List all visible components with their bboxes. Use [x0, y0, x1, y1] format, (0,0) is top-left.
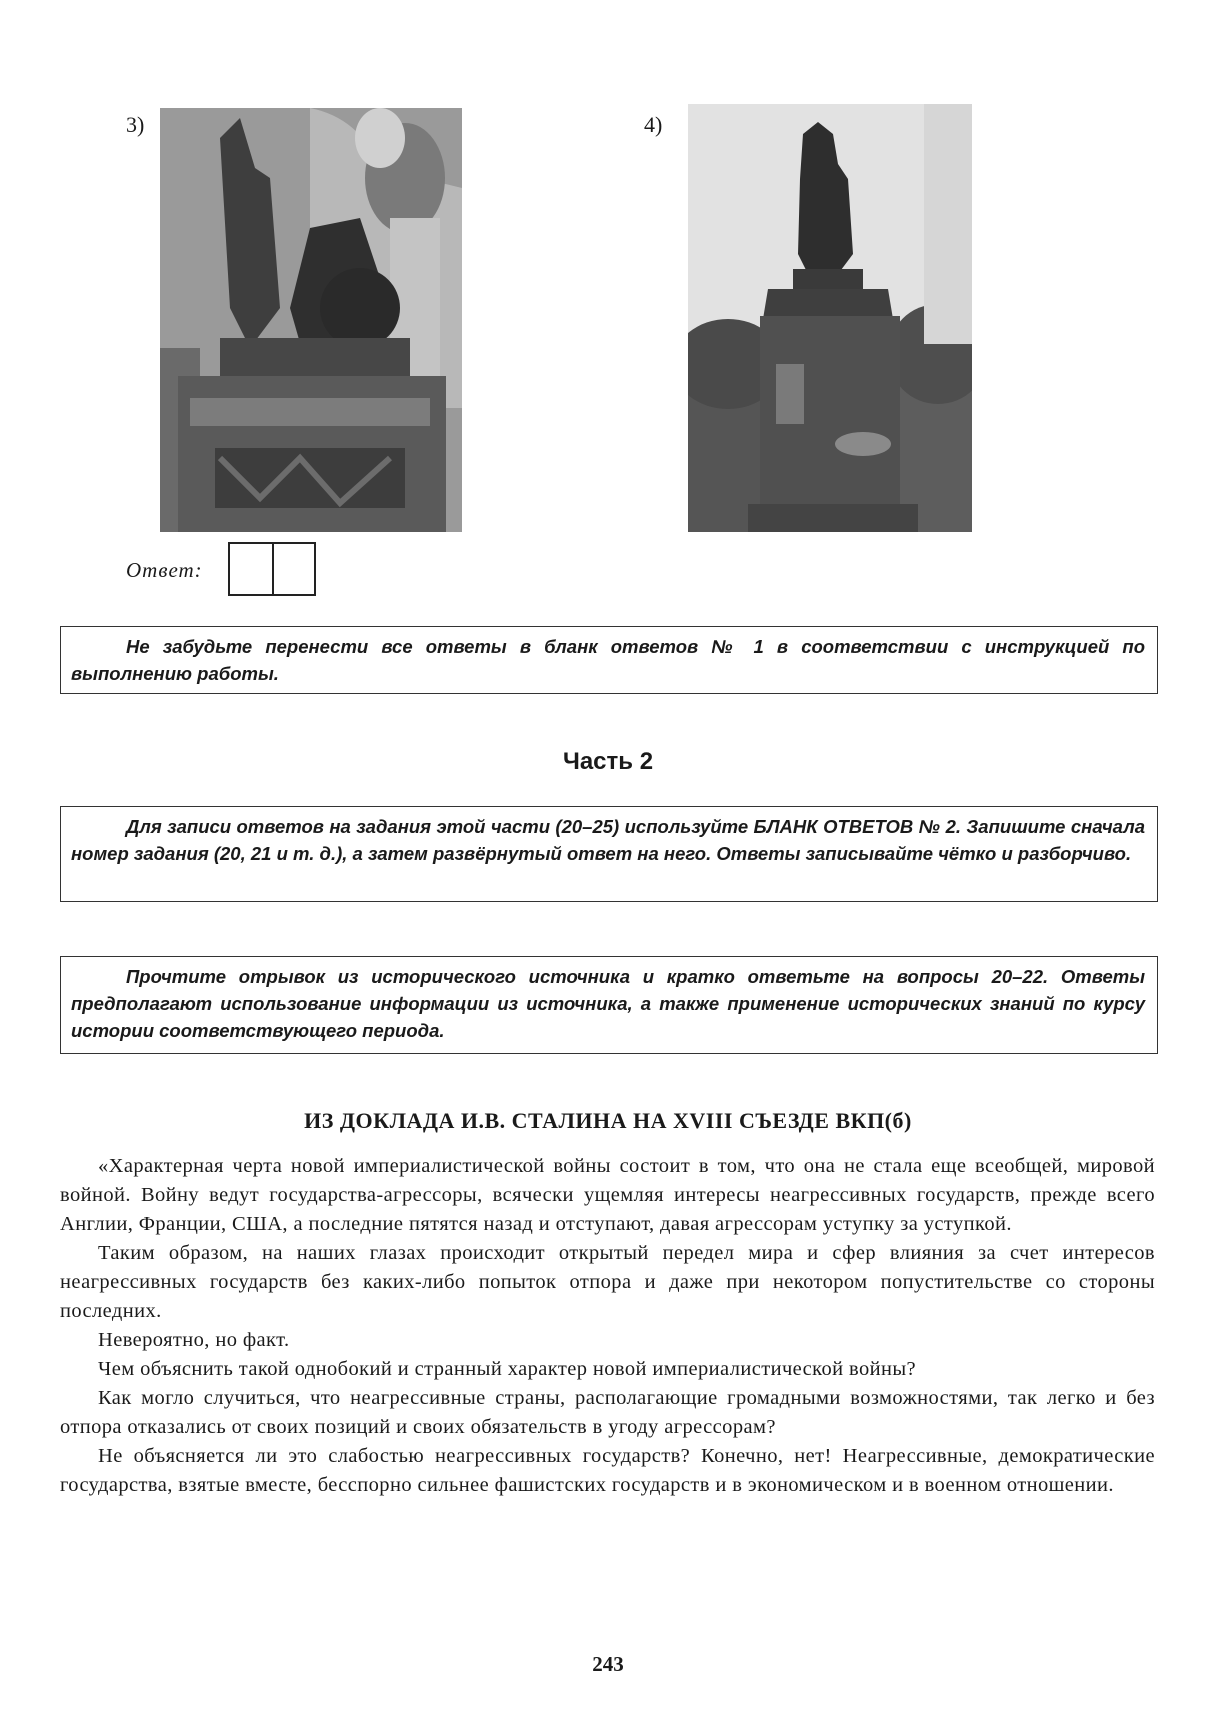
notice-part2-instructions — [60, 806, 1158, 902]
answer-label: Ответ: — [126, 558, 203, 582]
part-title: Часть 2 — [562, 748, 654, 775]
notice-source-text: Прочтите отрывок из исторического источника и кратко ответьте на вопросы 20–22. Ответы предполагают использование информации из источника, а также применение исторических знаний по курсу истории соответствующего периода. — [71, 966, 1145, 1041]
answer-cell-1[interactable] — [230, 544, 272, 594]
answer-cell-2[interactable] — [272, 544, 314, 594]
image-4-label: 4) — [644, 112, 663, 137]
document-paragraph-2: Таким образом, на наших глазах происходит открытый передел мира и сфер влияния за счет интересов неагрессивных государств без каких-либо попыток отпора и даже при некотором попустительстве со стороны последних. — [60, 1242, 1155, 1322]
document-paragraph-1: «Характерная черта новой империалистической войны состоит в том, что она не стала еще всеобщей, мировой войной. Войну ведут государства-агрессоры, всячески ущемляя интересы неагрессивных государств, прежде всего Англии, Франции, США, а последние пятятся назад и отступают, давая агрессорам уступку за уступкой. — [60, 1155, 1155, 1235]
monument-minin-pozharsky-image — [160, 108, 462, 532]
notice-read-source — [60, 956, 1158, 1054]
notice-transfer-text: Не забудьте перенести все ответы в бланк ответов № 1 в соответствии с инструкцией по выполнению работы. — [71, 636, 1145, 684]
document-body — [60, 1152, 1155, 1500]
answer-cells[interactable] — [228, 542, 316, 596]
monument-minin-pozharsky-photo — [160, 108, 462, 532]
page-number: 243 — [592, 1652, 624, 1676]
document-paragraph-5: Как могло случиться, что неагрессивные страны, располагающие громадными возможностями, так легко и без отпора отказались от своих позиций и своих обязательств в угоду агрессорам? — [60, 1387, 1155, 1438]
notice-transfer-answers — [60, 626, 1158, 694]
monument-pushkin-image — [688, 104, 972, 532]
notice-part2-text: Для записи ответов на задания этой части (20–25) используйте БЛАНК ОТВЕТОВ № 2. Запишите сначала номер задания (20, 21 и т. д.), а затем развёрнутый ответ на него. Ответы записывайте чётко и разборчиво. — [71, 816, 1145, 864]
document-paragraph-6: Не объясняется ли это слабостью неагрессивных государств? Конечно, нет! Неагрессивные, демократические государства, взятые вместе, бесспорно сильнее фашистских государств и в экономическом и в военном отношении. — [60, 1445, 1155, 1496]
document-title: ИЗ ДОКЛАДА И.В. СТАЛИНА НА XVIII СЪЕЗДЕ ВКП(б) — [304, 1108, 912, 1133]
monument-pushkin-photo — [688, 104, 972, 532]
document-paragraph-3: Невероятно, но факт. — [98, 1329, 290, 1351]
document-paragraph-4: Чем объяснить такой однобокий и странный характер новой империалистической войны? — [98, 1358, 917, 1380]
image-3-label: 3) — [126, 112, 145, 137]
